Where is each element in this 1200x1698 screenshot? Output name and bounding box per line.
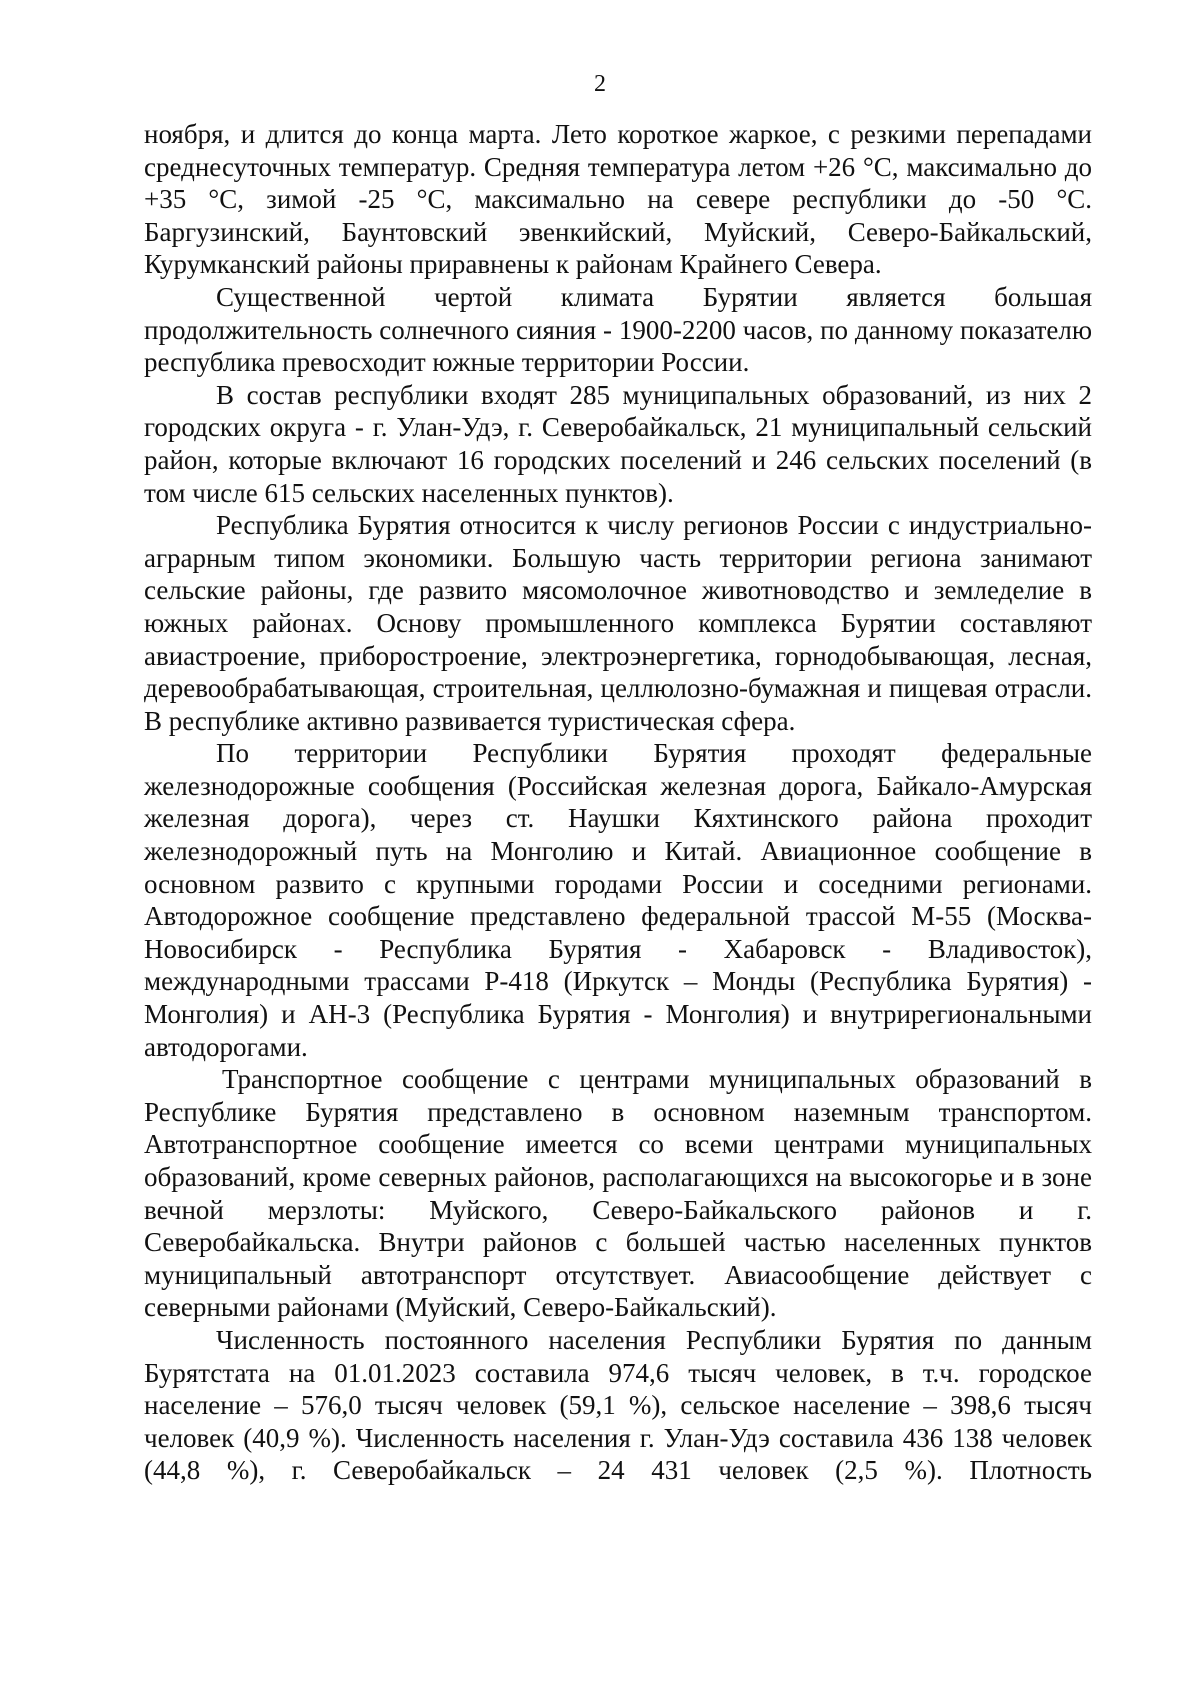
- paragraph-climate-continuation: ноября, и длится до конца марта. Лето короткое жаркое, с резкими перепадами среднесуточных температур. Средняя температура летом +26 °С, максимально до +35 °С, зимой -25 °С, максимально на севере республики до -50 °С. Баргузинский, Баунтовский эвенкийский, Муйский, Северо-Байкальский, Курумканский районы приравнены к районам Крайнего Севера.: [144, 119, 1092, 280]
- paragraph-population: Численность постоянного населения Республики Бурятия по данным Бурятстата на 01.01.2023 составила 974,6 тысяч человек, в т.ч. городское население – 576,0 тысяч человек (59,1 %), сельское население – 398,6 тысяч человек (40,9 %). Численность населения г. Улан-Удэ составила 436 138 человек (44,8 %), г. Северобайкальск – 24 431 человек (2,5 %). Плотность: [144, 1324, 1092, 1486]
- paragraph-economy: Республика Бурятия относится к числу регионов России с индустриально-аграрным типом экономики. Большую часть территории региона занимают сельские районы, где развито мясомолочное животноводство и земледелие в южных районах. Основу промышленного комплекса Бурятии составляют авиастроение, приборостроение, электроэнергетика, горнодобывающая, лесная, деревообрабатывающая, строительная, целлюлозно-бумажная и пищевая отрасли. В республике активно развивается туристическая сфера.: [144, 510, 1092, 736]
- page-number: 2: [594, 71, 606, 97]
- paragraph-municipalities: В состав республики входят 285 муниципальных образований, из них 2 городских округа - г. Улан-Удэ, г. Северобайкальск, 21 муниципальный сельский район, которые включают 16 городских поселений и 246 сельских поселений (в том числе 615 сельских населенных пунктов).: [144, 379, 1092, 508]
- paragraph-sunshine: Существенной чертой климата Бурятии является большая продолжительность солнечного сияния - 1900-2200 часов, по данному показателю республика превосходит южные территории России.: [144, 281, 1092, 378]
- document-body: [144, 118, 1092, 1487]
- paragraph-transport-networks: По территории Республики Бурятия проходят федеральные железнодорожные сообщения (Российская железная дорога, Байкало-Амурская железная дорога), через ст. Наушки Кяхтинского района проходит железнодорожный путь на Монголию и Китай. Авиационное сообщение в основном развито с крупными городами России и соседними регионами. Автодорожное сообщение представлено федеральной трассой М-55 (Москва-Новосибирск - Республика Бурятия - Хабаровск - Владивосток), международными трассами Р-418 (Иркутск – Монды (Республика Бурятия) - Монголия) и АН-3 (Республика Бурятия - Монголия) и внутрирегиональными автодорогами.: [144, 738, 1092, 1062]
- paragraph-municipal-transport: Транспортное сообщение с центрами муниципальных образований в Республике Бурятия представлено в основном наземным транспортом. Автотранспортное сообщение имеется со всеми центрами муниципальных образований, кроме северных районов, располагающихся на высокогорье и в зоне вечной мерзлоты: Муйского, Северо-Байкальского районов и г. Северобайкальска. Внутри районов с большей частью населенных пунктов муниципальный автотранспорт отсутствует. Авиасообщение действует с северными районами (Муйский, Северо-Байкальский).: [144, 1064, 1092, 1323]
